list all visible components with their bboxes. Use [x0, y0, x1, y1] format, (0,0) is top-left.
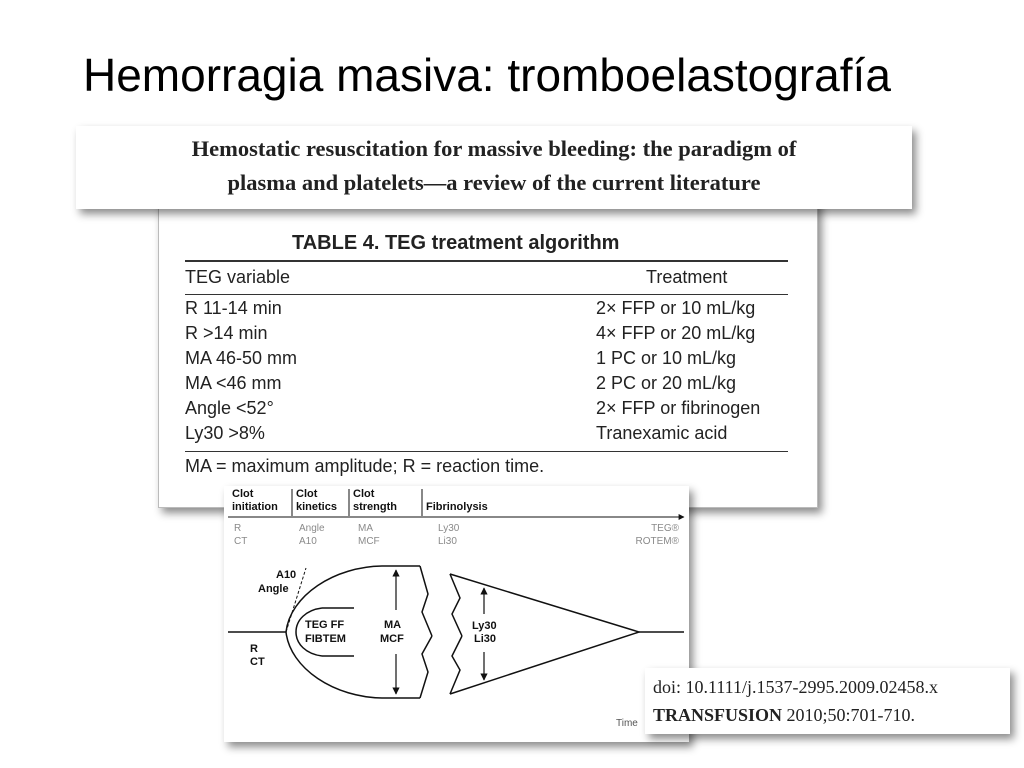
journal-name: TRANSFUSION: [653, 705, 783, 725]
fibtem-label: FIBTEM: [305, 633, 346, 645]
phase-kinetics-line1: Clot: [296, 488, 318, 500]
phase-initiation-line1: Clot: [232, 488, 254, 500]
teg-ff-label: TEG FF: [305, 619, 345, 631]
citation-text: [653, 705, 915, 726]
table-footer-rule: [185, 451, 788, 452]
param-teg-ly30: Ly30: [438, 523, 460, 534]
table-title: TABLE 4. TEG treatment algorithm: [292, 232, 620, 254]
citation-card: [645, 668, 1010, 734]
phase-fibrinolysis-label: Fibrinolysis: [426, 501, 488, 513]
phase-strength-line1: Clot: [353, 488, 375, 500]
time-axis-label: Time: [616, 718, 638, 729]
tracing-break-left: [420, 566, 432, 636]
row-treatment: 2× FFP or fibrinogen: [596, 398, 761, 418]
row-variable: R 11-14 min: [185, 298, 282, 318]
param-rotem-ct: CT: [234, 536, 248, 547]
fibtem-inner-curve: [296, 608, 322, 656]
slide-title: Hemorragia masiva: tromboelastografía: [83, 49, 891, 101]
article-title-line-1: Hemostatic resuscitation for massive bleeding: the paradigm of: [191, 136, 797, 161]
table-row: [185, 298, 788, 323]
param-rotem-a10: A10: [299, 536, 317, 547]
row-treatment: 1 PC or 10 mL/kg: [596, 348, 737, 368]
system-teg-label: TEG®: [651, 523, 679, 534]
ct-label: CT: [250, 656, 265, 668]
article-title-line-2: plasma and platelets—a review of the current literature: [227, 169, 761, 195]
ly30-label: Ly30: [472, 620, 497, 632]
table-row: [185, 398, 788, 423]
system-rotem-label: ROTEM®: [635, 536, 679, 547]
phase-initiation-line2: initiation: [232, 501, 278, 513]
row-variable: R >14 min: [185, 323, 268, 343]
row-variable: Ly30 >8%: [185, 423, 265, 443]
r-label: R: [250, 643, 258, 655]
angle-label: Angle: [258, 583, 289, 595]
table-header-rule: [185, 294, 788, 295]
param-rotem-li30: Li30: [438, 536, 457, 547]
row-treatment: 4× FFP or 20 mL/kg: [596, 323, 756, 343]
table-footnote: MA = maximum amplitude; R = reaction time.: [185, 456, 545, 476]
phase-strength-line2: strength: [353, 501, 397, 513]
column-header-treatment: Treatment: [646, 267, 728, 287]
li30-label: Li30: [474, 633, 497, 645]
mcf-label: MCF: [380, 633, 404, 645]
doi-text: doi: 10.1111/j.1537-2995.2009.02458.x: [653, 677, 938, 697]
table-row: [185, 373, 788, 398]
row-treatment: 2 PC or 20 mL/kg: [596, 373, 737, 393]
column-header-variable: TEG variable: [185, 267, 291, 287]
teg-tracing-diagram-card: [224, 486, 689, 742]
tracing-break-right-lower: [450, 636, 462, 694]
row-variable: MA 46-50 mm: [185, 348, 298, 368]
citation-details: 2010;50:701-710.: [782, 705, 916, 725]
row-treatment: Tranexamic acid: [596, 423, 728, 443]
table-row: [185, 348, 788, 373]
row-variable: Angle <52°: [185, 398, 274, 418]
teg-algorithm-table-card: [158, 196, 818, 508]
param-teg-r: R: [234, 523, 242, 534]
phase-kinetics-line2: kinetics: [296, 501, 337, 513]
param-rotem-mcf: MCF: [358, 536, 380, 547]
article-title-card: [76, 126, 912, 209]
param-teg-angle: Angle: [299, 523, 325, 534]
a10-label: A10: [276, 569, 297, 581]
tracing-break-right-edge: [420, 636, 432, 698]
table-row: [185, 423, 788, 448]
ma-label: MA: [384, 619, 402, 631]
row-variable: MA <46 mm: [185, 373, 282, 393]
table-row: [185, 323, 788, 348]
row-treatment: 2× FFP or 10 mL/kg: [596, 298, 756, 318]
tracing-break-right: [450, 574, 462, 636]
param-teg-ma: MA: [358, 523, 373, 534]
teg-tracing-diagram: [224, 486, 689, 742]
table-top-rule: [185, 260, 788, 262]
